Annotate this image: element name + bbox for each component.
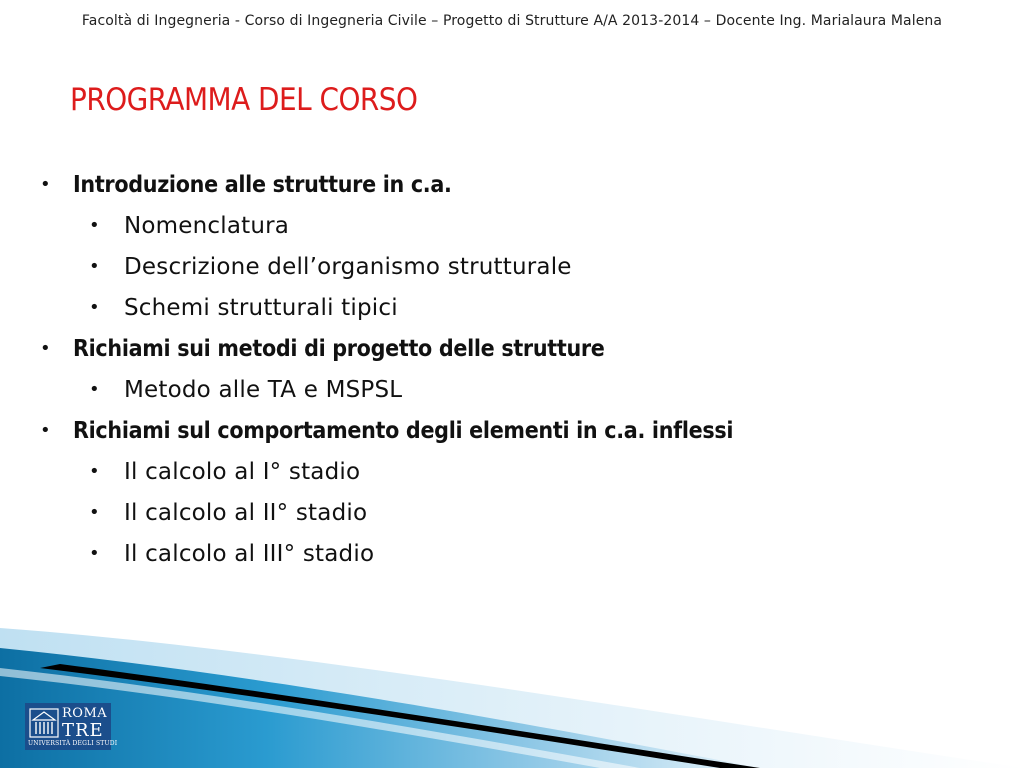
bullet-icon: • [40, 174, 51, 195]
outline-item-text: Richiami sul comportamento degli elementi in c.a. inflessi [73, 418, 734, 444]
outline-item-text: Richiami sui metodi di progetto delle strutture [73, 336, 605, 362]
bullet-icon: • [89, 543, 100, 564]
roma-tre-emblem-icon [29, 708, 59, 738]
outline-item-text: Schemi strutturali tipici [124, 295, 398, 321]
outline-item-text: Metodo alle TA e MSPSL [124, 377, 403, 403]
university-logo [25, 703, 118, 750]
bullet-icon: • [89, 461, 100, 482]
outline-item-text: Il calcolo al III° stadio [124, 541, 375, 567]
outline-item-text: Il calcolo al II° stadio [124, 500, 368, 526]
logo-text-university: UNIVERSITÀ DEGLI STUDI [28, 740, 118, 747]
swoosh-blue-band [0, 648, 760, 768]
outline-item-text: Descrizione dell’organismo strutturale [124, 254, 572, 280]
bullet-icon: • [89, 379, 100, 400]
bullet-icon: • [40, 420, 51, 441]
outline-item-text: Introduzione alle strutture in c.a. [73, 172, 452, 198]
bullet-icon: • [89, 215, 100, 236]
logo-text-roma: ROMA [62, 706, 108, 721]
slide-header: Facoltà di Ingegneria - Corso di Ingegneria Civile – Progetto di Strutture A/A 2013-2014 – Docente Ing. Marialaura Malena [81, 13, 943, 29]
bullet-icon: • [89, 502, 100, 523]
outline-item-text: Il calcolo al I° stadio [124, 459, 361, 485]
bullet-icon: • [40, 338, 51, 359]
logo-text-tre: TRE [62, 720, 104, 741]
outline-item-text: Nomenclatura [124, 213, 290, 239]
slide-title: PROGRAMMA DEL CORSO [70, 82, 418, 118]
bullet-icon: • [89, 256, 100, 277]
bullet-icon: • [89, 297, 100, 318]
